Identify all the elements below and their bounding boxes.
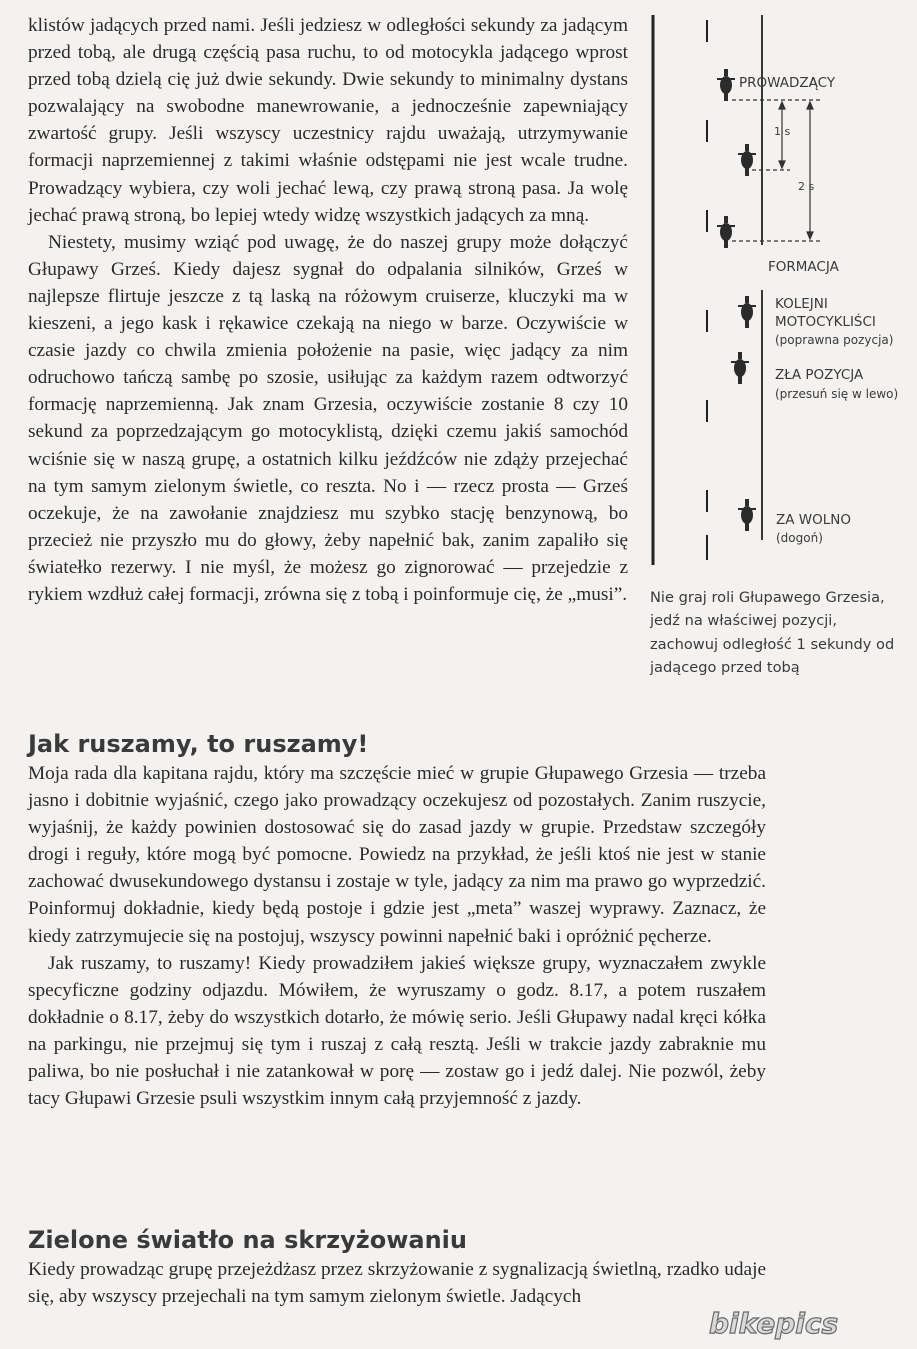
watermark-text: bikepics xyxy=(709,1307,839,1340)
caption-line: jadącego przed tobą xyxy=(650,659,800,677)
section-body xyxy=(28,760,766,1112)
label-next-note: (poprawna pozycja) xyxy=(775,333,894,347)
label-slow: ZA WOLNO xyxy=(776,512,851,528)
diagram-caption xyxy=(650,586,912,680)
section-body xyxy=(28,1256,766,1310)
label-slow-note: (dogoń) xyxy=(776,531,823,545)
motorcycle-icon xyxy=(717,216,735,248)
top-text-column xyxy=(28,12,628,608)
formation-diagram xyxy=(640,10,917,585)
section-heading: Zielone światło na skrzyżowaniu xyxy=(28,1226,467,1254)
label-next-2: MOTOCYKLIŚCI xyxy=(775,314,876,330)
motorcycle-icon xyxy=(738,296,756,328)
paragraph: Niestety, musimy wziąć pod uwagę, że do naszej grupy może dołączyć Głupawy Grześ. Kiedy dajesz sygnał do odpalania silników, Grześ w najlepsze flirtuje jeszcze z tą laską na różowym cruiserze, kluczyki ma w kieszeni, a jego kask i rękawice czekają na niego w barze. Oczywiście w czasie jazdy co chwila zmienia położenie na pasie, więc jadący za nim odruchowo tańczą sambę po szosie, usiłując za każdym razem odtworzyć formację naprzemienną. Jak znam Grzesia, oczywiście zostanie 8 czy 10 sekund za poprzedzającym go motocyklistą, dzięki czemu jakiś samochód wciśnie się w naszą grupę, a ostatnich kilku jeźdźców nie zdąży przejechać na tym samym zielonym świetle, co reszta. No i — rzecz prosta — Grześ oczekuje, że na zawołanie znajdziesz mu szybko stację benzynową, bo przecież nie przyszło mu do głowy, żeby napełnić bak, zanim zapaliło się światełko rezerwy. I nie myśl, że możesz go zignorować — przejedzie z rykiem wzdłuż całej formacji, zrówna się z tobą i poinformuje cię, że „musi”. xyxy=(28,231,628,605)
caption-line: jedź na właściwej pozycji, xyxy=(650,612,838,630)
label-formation: FORMACJA xyxy=(768,259,839,275)
caption-line: zachowuj odległość 1 sekundy od xyxy=(650,635,895,653)
paragraph: Jak ruszamy, to ruszamy! Kiedy prowadziłem jakieś większe grupy, wyznaczałem zwykle specyficzne godziny odjazdu. Mówiłem, że wyruszamy o godz. 8.17, a potem ruszałem dokładnie o 8.17, żeby do wszystkich dotarło, że mówię serio. Jeśli Głupawy nadal kręci kółka na parkingu, nie przejmuj się tym i ruszaj z całą resztą. Jeśli w trakcie jazdy zabraknie mu paliwa, bo nie posłuchał i nie zatankował w porę — zostaw go i jedź dalej. Nie pozwól, żeby tacy Głupawi Grzesie psuli wszystkim innym całą przyjemność z jazdy. xyxy=(28,952,766,1110)
motorcycle-icon xyxy=(731,352,749,384)
paragraph: Moja rada dla kapitana rajdu, który ma szczęście mieć w grupie Głupawego Grzesia — trzeba jasno i dobitnie wyjaśnić, czego jako prowadzący oczekujesz od pozostałych. Zanim ruszycie, wyjaśnij, że każdy powinien dostosować się do zasad jazdy w grupie. Przedstaw szczegóły drogi i reguły, które mogą być pomocne. Powiedz na przykład, że jeśli ktoś nie jest w stanie zachować dwusekundowego dystansu i zostaje w tyle, jadący za nim ma prawo go wyprzedzić. Poinformuj dokładnie, kiedy będą postoje i gdzie jest „meta” waszej wyprawy. Zaznacz, że kiedy zatrzymujecie się na postojuj, wszyscy powinni napełnić baki i opróżnić pęcherze. xyxy=(28,763,766,947)
label-leader: PROWADZĄCY xyxy=(739,75,836,91)
motorcycle-icons xyxy=(717,69,756,531)
label-wrong-note: (przesuń się w lewo) xyxy=(775,387,899,401)
section-heading: Jak ruszamy, to ruszamy! xyxy=(28,730,369,758)
motorcycle-icon xyxy=(717,69,735,101)
label-wrong: ZŁA POZYCJA xyxy=(775,367,864,383)
bikepics-watermark-logo xyxy=(705,1306,895,1340)
caption-line: Nie graj roli Głupawego Grzesia, xyxy=(650,589,885,606)
label-next-1: KOLEJNI xyxy=(775,296,828,312)
label-gap-2s: 2 s xyxy=(798,180,815,193)
label-gap-1s: 1 s xyxy=(774,125,791,138)
paragraph: Kiedy prowadząc grupę przejeżdżasz przez skrzyżowanie z sygnalizacją świetlną, rzadko udaje się, aby wszyscy przejechali na tym samym zielonym świetle. Jadących xyxy=(28,1259,766,1308)
gap-arrows xyxy=(779,102,813,239)
motorcycle-icon xyxy=(738,144,756,176)
paragraph: klistów jadących przed nami. Jeśli jedziesz w odległości sekundy za jadącym przed tobą, ale drugą częścią pasa ruchu, to od motocykla jadącego wprost przed tobą dzielą cię już dwie sekundy. Dwie sekundy to minimalny dystans pozwalający na swobodne manewrowanie, a jednocześnie zapewniający zwartość grupy. Jeśli wszyscy uczestnicy rajdu uważają, utrzymywanie formacji naprzemiennej z takimi właśnie odstępami nie jest wcale trudne. Prowadzący wybiera, czy woli jechać lewą, czy prawą stroną pasa. Ja wolę jechać prawą stroną, bo lepiej wtedy widzę wszystkich jadących za mną. xyxy=(28,15,628,226)
motorcycle-icon xyxy=(738,499,756,531)
